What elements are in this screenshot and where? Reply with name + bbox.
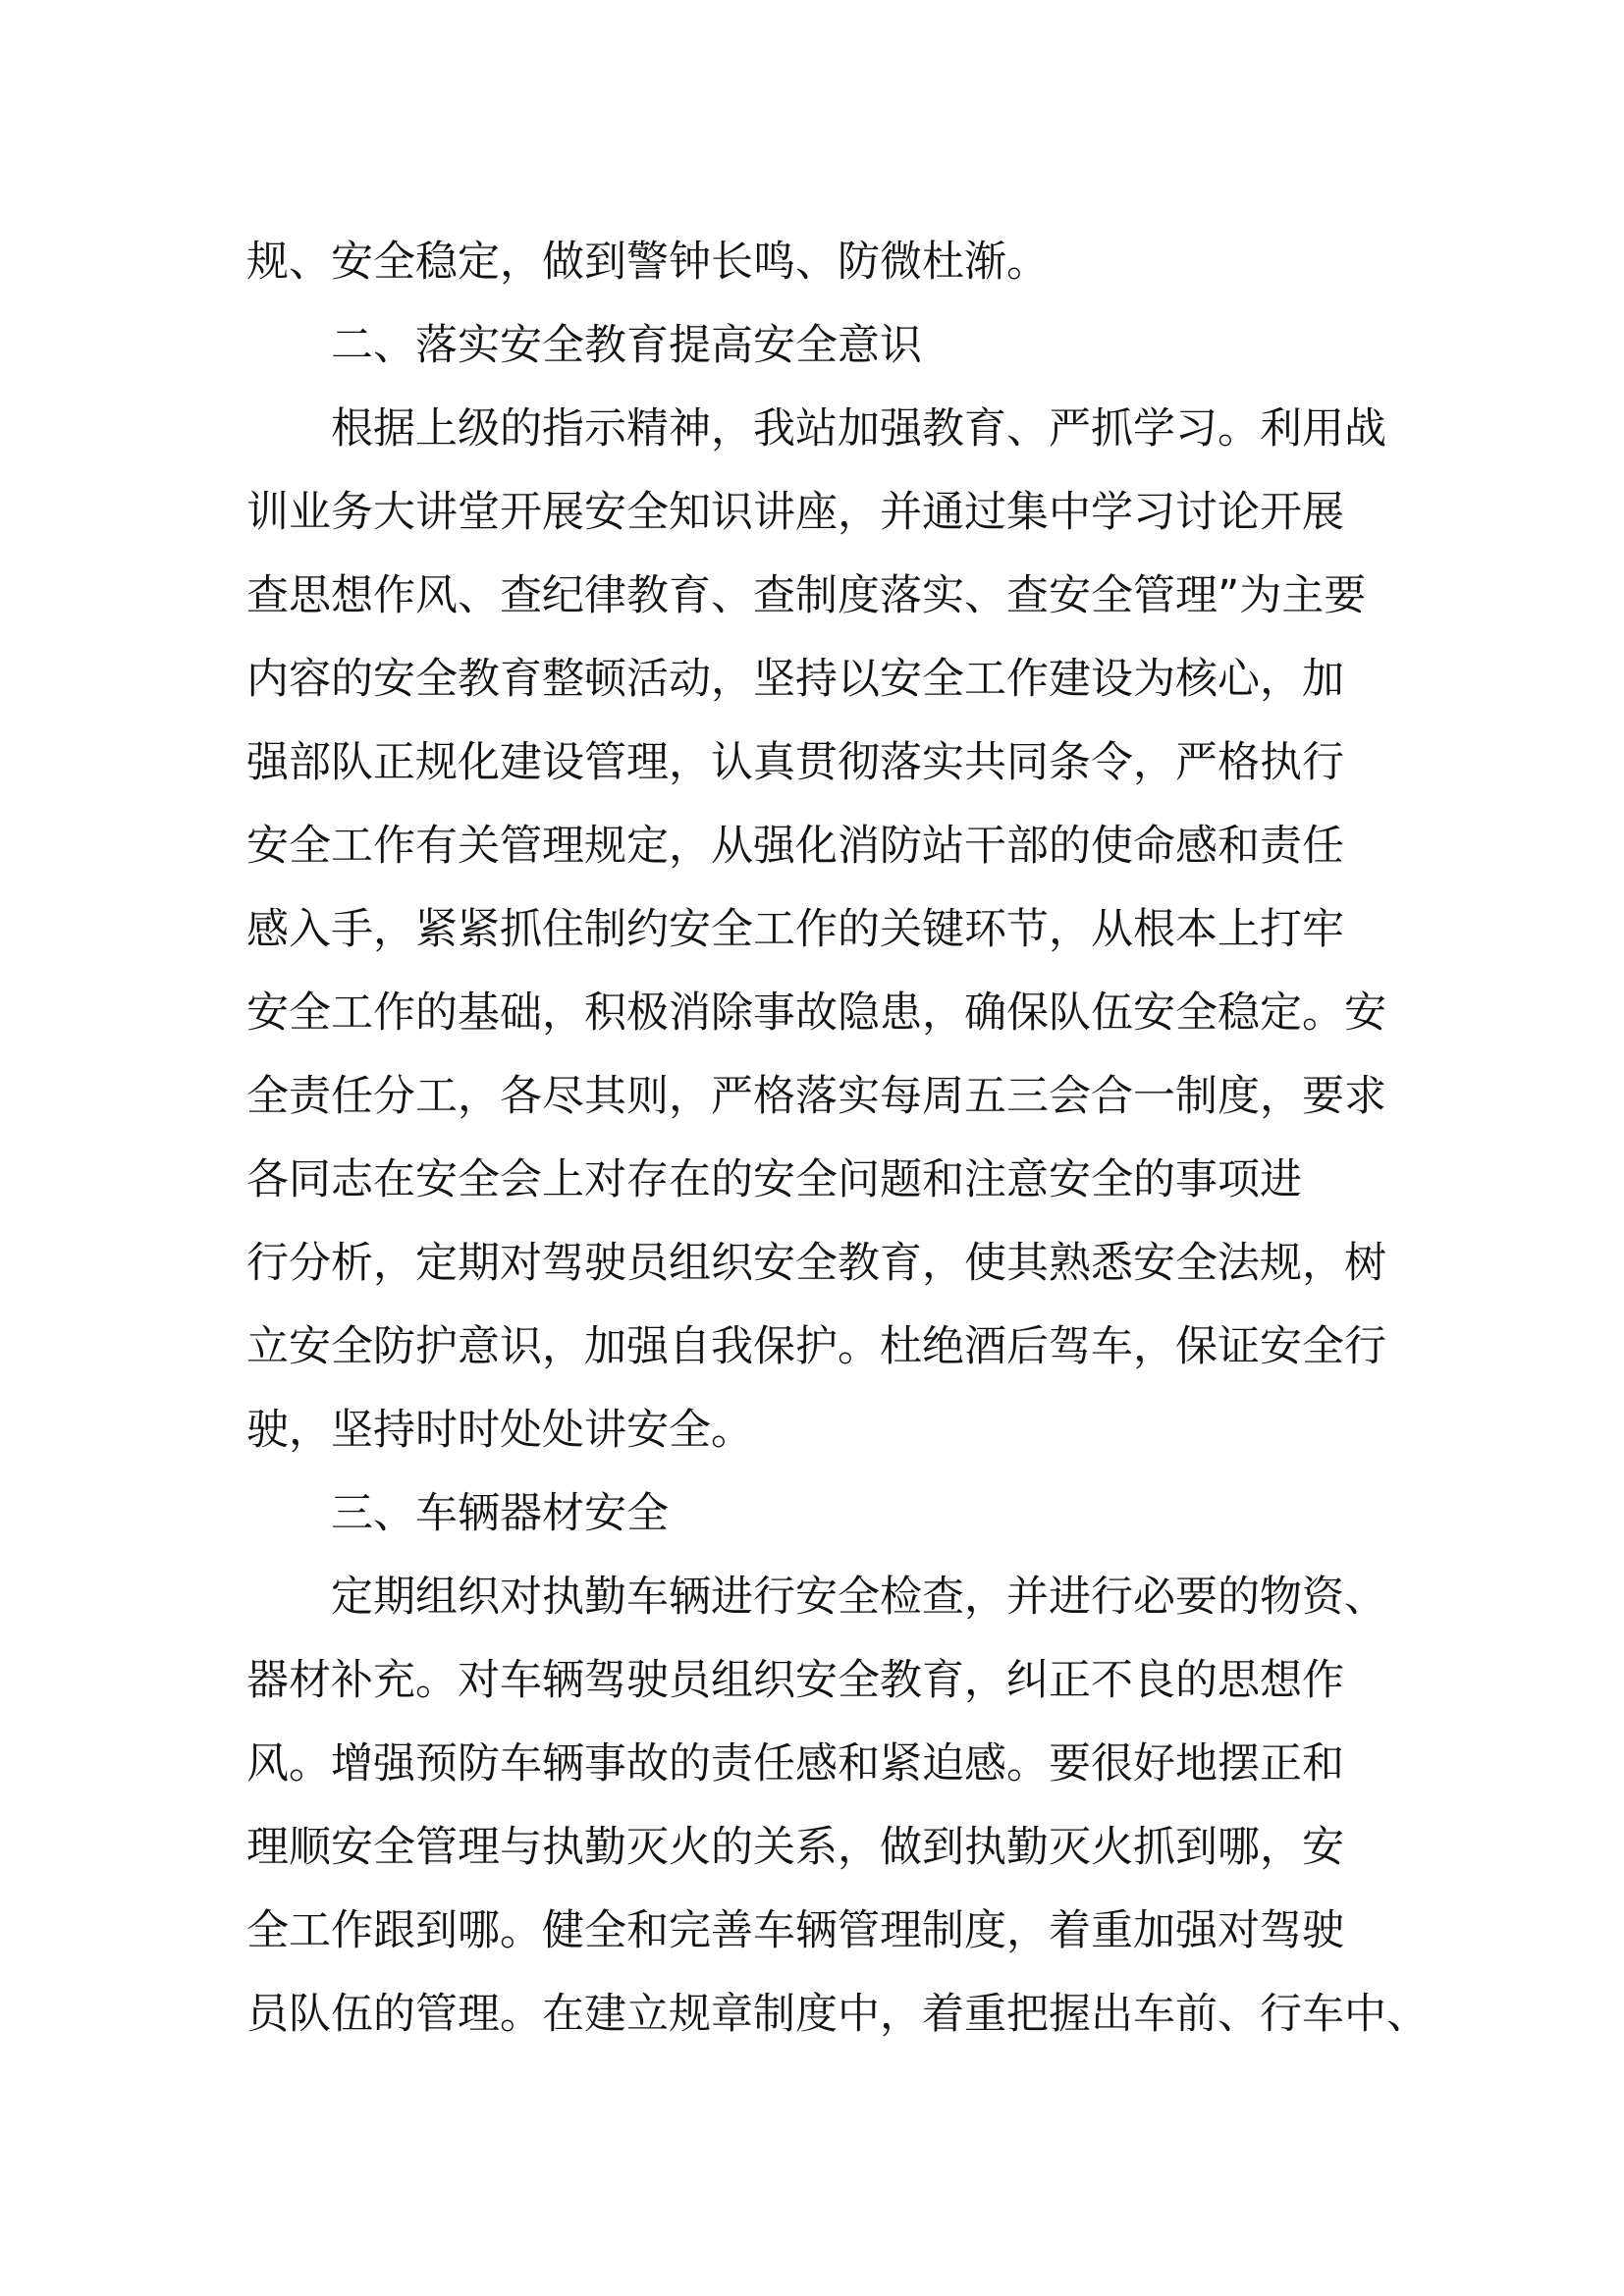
text-line: 立安全防护意识，加强自我保护。杜绝酒后驾车，保证安全行 — [246, 1322, 1386, 1371]
body-text — [246, 221, 1429, 2056]
text-line: 行分析，定期对驾驶员组织安全教育，使其熟悉安全法规，树 — [246, 1239, 1386, 1288]
text-line: 理顺安全管理与执勤灭火的关系，做到执勤灭火抓到哪，安 — [246, 1823, 1344, 1872]
text-line: 驶，坚持时时处处讲安全。 — [246, 1406, 753, 1455]
text-line: 器材补充。对车辆驾驶员组织安全教育，纠正不良的思想作 — [246, 1656, 1344, 1705]
text-line: 二、落实安全教育提高安全意识 — [331, 321, 922, 370]
text-line: 安全工作有关管理规定，从强化消防站干部的使命感和责任 — [246, 822, 1344, 871]
text-line: 定期组织对执勤车辆进行安全检查，并进行必要的物资、 — [331, 1573, 1386, 1622]
text-line: 全工作跟到哪。健全和完善车辆管理制度，着重加强对驾驶 — [246, 1906, 1344, 1955]
text-line: 各同志在安全会上对存在的安全问题和注意安全的事项进 — [246, 1155, 1302, 1204]
text-line: 全责任分工，各尽其则，严格落实每周五三会合一制度，要求 — [246, 1072, 1386, 1121]
text-line: 安全工作的基础，积极消除事故隐患，确保队伍安全稳定。安 — [246, 988, 1386, 1038]
text-line: 风。增强预防车辆事故的责任感和紧迫感。要很好地摆正和 — [246, 1739, 1344, 1789]
text-line: 强部队正规化建设管理，认真贯彻落实共同条令，严格执行 — [246, 738, 1344, 787]
text-line: 训业务大讲堂开展安全知识讲座，并通过集中学习讨论开展 — [246, 488, 1344, 537]
text-line: 规、安全稳定，做到警钟长鸣、防微杜渐。 — [246, 238, 1049, 287]
text-line: 感入手，紧紧抓住制约安全工作的关键环节，从根本上打牢 — [246, 905, 1344, 954]
text-line: 内容的安全教育整顿活动，坚持以安全工作建设为核心，加 — [246, 655, 1344, 704]
text-line: 员队伍的管理。在建立规章制度中，着重把握出车前、行车中、 — [246, 1990, 1429, 2039]
text-line: 根据上级的指示精神，我站加强教育、严抓学习。利用战 — [331, 404, 1386, 454]
text-line: 三、车辆器材安全 — [331, 1489, 669, 1538]
text-line: 查思想作风、查纪律教育、查制度落实、查安全管理”为主要 — [246, 571, 1367, 620]
